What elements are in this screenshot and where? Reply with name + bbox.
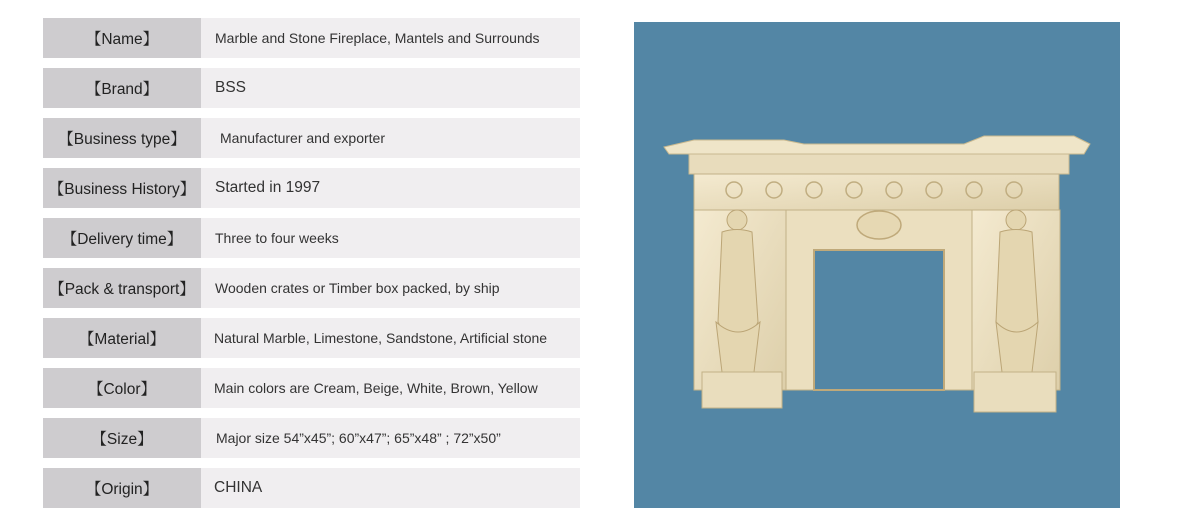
spec-row-material [43,318,580,358]
spec-row-size [43,418,580,458]
spec-value: Started in 1997 [201,168,580,208]
spec-row-name [43,18,580,58]
spec-value: Major size 54”x45”; 60”x47”; 65”x48” ; 72”x50” [201,418,580,458]
fireplace-illustration [634,22,1120,508]
spec-label: 【Business History】 [43,168,201,208]
spec-label: 【Color】 [43,368,201,408]
spec-row-business-type [43,118,580,158]
spec-value: Manufacturer and exporter [201,118,580,158]
spec-label: 【Brand】 [43,68,201,108]
spec-row-brand [43,68,580,108]
spec-label: 【Size】 [43,418,201,458]
spec-value: Main colors are Cream, Beige, White, Brown, Yellow [201,368,580,408]
spec-row-origin [43,468,580,508]
spec-value: Wooden crates or Timber box packed, by ship [201,268,580,308]
spec-row-pack-transport [43,268,580,308]
spec-value: Marble and Stone Fireplace, Mantels and Surrounds [201,18,580,58]
spec-label: 【Origin】 [43,468,201,508]
spec-row-business-history [43,168,580,208]
spec-row-delivery-time [43,218,580,258]
spec-value: Three to four weeks [201,218,580,258]
spec-label: 【Material】 [43,318,201,358]
spec-table [43,18,580,508]
spec-label: 【Name】 [43,18,201,58]
spec-value: Natural Marble, Limestone, Sandstone, Artificial stone [201,318,580,358]
spec-value: CHINA [201,468,580,508]
spec-value: BSS [201,68,580,108]
spec-label: 【Delivery time】 [43,218,201,258]
spec-row-color [43,368,580,408]
fireplace-product-image [634,22,1120,508]
spec-label: 【Pack & transport】 [43,268,201,308]
spec-label: 【Business type】 [43,118,201,158]
